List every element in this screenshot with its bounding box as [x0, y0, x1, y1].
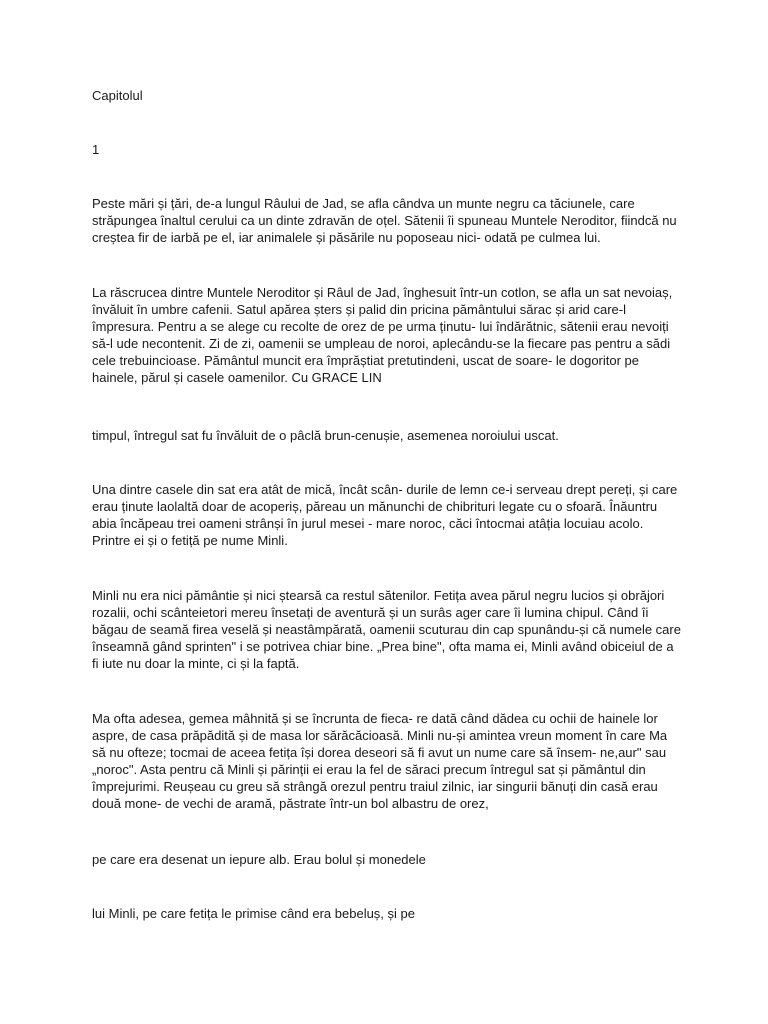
paragraph-5: Minli nu era nici pământie și nici ștearsă ca restul sătenilor. Fetița avea părul negru lucios și obrăjori rozalii, ochi scânteietori mereu însetați de aventură și un surâs ager care îi lumina chipul. Când îi băgau de seamă firea veselă și neastâmpărată, oamenii scuturau din cap spunându-și că numele care înseamnă gând sprinten" i se potrivea chiar bine. „Prea bine", ofta mama ei, Minli având obiceiul de a fi iute nu doar la minte, ci și la faptă. [92, 588, 681, 671]
paragraph-4: Una dintre casele din sat era atât de mică, încât scân- durile de lemn ce-i serveau drept pereți, și care erau ținute laolaltă doar de acoperiș, păreau un mănunchi de chibrituri legate cu o sfoară. Înăuntru abia încăpeau trei oameni strânși în jurul mesei - mare noroc, căci întocmai atâția locuiau acolo. Printre ei și o fetiță pe nume Minli. [92, 482, 678, 548]
chapter-label: Capitolul [92, 88, 143, 103]
paragraph-3: timpul, întregul sat fu învăluit de o pâclă brun-cenușie, asemenea noroiului uscat. [92, 428, 559, 443]
paragraph-7: pe care era desenat un iepure alb. Erau bolul și monedele [92, 852, 426, 867]
paragraph-1: Peste mări și țări, de-a lungul Râului de Jad, se afla cândva un munte negru ca tăciunele, care străpungea înaltul cerului ca un dinte zdravăn de oțel. Sătenii îi spuneau Muntele Neroditor, fiindcă nu creștea fir de iarbă pe el, iar animalele și păsările nu poposeau nici- odată pe culmea lui. [92, 196, 677, 245]
paragraph-6: Ma ofta adesea, gemea mâhnită și se încrunta de fieca- re dată când dădea cu ochii de hainele lor aspre, de casa prăpădită și de masa lor sărăcăcioasă. Minli nu-și amintea vreun moment în care Ma să nu ofteze; tocmai de aceea fetița își dorea deseori să fi avut un nume care să însem- ne,aur" sau „noroc". Asta pentru că Minli și părinții ei erau la fel de săraci precum întregul sat și pământul din împrejurimi. Reușeau cu greu să strângă orezul pentru traiul zilnic, iar singurii bănuți din casă erau două mone- de vechi de aramă, păstrate într-un bol albastru de orez, [92, 711, 668, 811]
paragraph-8: lui Minli, pe care fetița le primise când era bebeluș, și pe [92, 906, 415, 921]
chapter-number: 1 [92, 142, 100, 157]
paragraph-2: La răscrucea dintre Muntele Neroditor și Râul de Jad, înghesuit într-un cotlon, se afla un sat nevoiaș, învăluit în umbre cafenii. Satul apărea șters și palid din pricina pământului sărac și arid care-l împresura. Pentru a se alege cu recolte de orez de pe urma ținutu- lui îndărătnic, sătenii erau nevoiți să-l ude necontenit. Zi de zi, oamenii se umpleau de noroi, aplecându-se la fiecare pas pentru a sădi cele trebuincioase. Pământul muncit era împrăștiat pretutindeni, uscat de soare- le dogoritor pe hainele, părul și casele oamenilor. Cu GRACE LIN [92, 285, 673, 385]
